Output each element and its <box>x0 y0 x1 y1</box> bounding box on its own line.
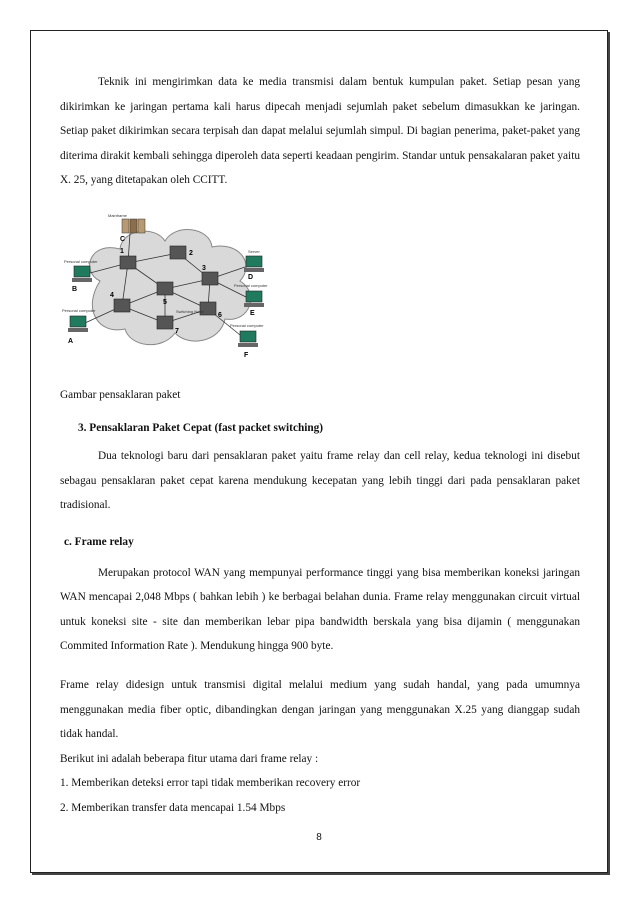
node-label-6: 6 <box>218 311 222 319</box>
endpoint-label-d: D <box>248 273 254 281</box>
pc-b-label: Personal computer <box>64 258 98 264</box>
section-3-body: Dua teknologi baru dari pensaklaran paket yaitu frame relay dan cell relay, kedua teknologi ini disebut sebagau pensaklaran paket cepat karena mendukung kecepatan yang lebih tinggi dari pada pensaklaran paket tradisional. <box>60 450 580 512</box>
section-3-heading: 3. Pensaklaran Paket Cepat (fast packet switching) <box>78 421 324 434</box>
feature-item-1: 1. Memberikan deteksi error tapi tidak memberikan recovery error <box>60 777 361 790</box>
pc-a-label: Personal computer <box>62 307 96 313</box>
switching-node-label: Switching Node <box>176 308 204 314</box>
frame-relay-paragraph-1: Merupakan protocol WAN yang mempunyai performance tinggi yang bisa memberikan koneksi jaringan WAN mencapai 2,048 Mbps ( bahkan lebih ) ke berbagai belahan dunia. Frame relay menggunakan circuit virtual untuk koneksi site - site dan memberikan lebar pipa bandwidth berskala yang bisa dijamin ( menggunakan Commited Information Rate ). Mendukung hingga 900 byte. <box>60 566 580 653</box>
switch-node-3 <box>202 272 218 285</box>
endpoint-label-f: F <box>244 351 249 359</box>
switch-node-2 <box>170 246 186 259</box>
computer-b <box>72 266 92 282</box>
computer-a <box>68 316 88 332</box>
server-label: Server <box>248 248 260 254</box>
node-label-2: 2 <box>189 249 193 257</box>
switch-node-5 <box>157 282 173 295</box>
switch-node-1 <box>120 256 136 269</box>
page-number: 8 <box>316 832 322 843</box>
figure-caption: Gambar pensaklaran paket <box>60 388 181 401</box>
network-diagram <box>60 211 270 371</box>
page-content <box>60 70 580 820</box>
endpoint-label-a: A <box>68 337 74 345</box>
endpoint-label-e: E <box>250 309 255 317</box>
node-label-5: 5 <box>163 298 167 306</box>
switch-node-4 <box>114 299 130 312</box>
intro-paragraph: Teknik ini mengirimkan data ke media transmisi dalam bentuk kumpulan paket. Setiap pesan yang dikirimkan ke jaringan pertama kali harus dipecah menjadi sejumlah paket sebelum dimasukkan ke jaringan. Setiap paket dikirimkan secara terpisah dan dapat melalui sejumlah simpul. Di bagian penerima, paket-paket yang diterima dirakit kembali sehingga diperoleh data seperti keadaan pengirim. Standar untuk pensakalaran paket yaitu X. 25, yang ditetapakan oleh CCITT. <box>60 76 580 187</box>
pc-f-label: Personal computer <box>230 322 264 328</box>
node-label-3: 3 <box>202 264 206 272</box>
node-label-4: 4 <box>110 291 114 299</box>
feature-item-2: 2. Memberikan transfer data mencapai 1.54 Mbps <box>60 801 286 814</box>
endpoint-label-c: C <box>120 235 126 243</box>
computer-e <box>244 291 264 307</box>
packet-switching-figure <box>60 211 270 371</box>
frame-relay-paragraph-2: Frame relay didesign untuk transmisi digital melalui medium yang sudah handal, yang pada umumnya menggunakan media fiber optic, dibandingkan dengan jaringan yang menggunakan X.25 yang dianggap sudah tidak handal. <box>60 678 580 741</box>
mainframe-label: Mainframe <box>108 212 127 218</box>
switch-node-7 <box>157 316 173 329</box>
server-d <box>244 256 264 272</box>
section-c-heading: c. Frame relay <box>64 535 134 548</box>
node-label-1: 1 <box>120 247 124 255</box>
features-intro: Berikut ini adalah beberapa fitur utama dari frame relay : <box>60 752 319 765</box>
computer-f <box>238 331 258 347</box>
mainframe-device <box>122 219 145 233</box>
endpoint-label-b: B <box>72 285 78 293</box>
node-label-7: 7 <box>175 327 179 335</box>
pc-e-label: Personal computer <box>234 282 268 288</box>
